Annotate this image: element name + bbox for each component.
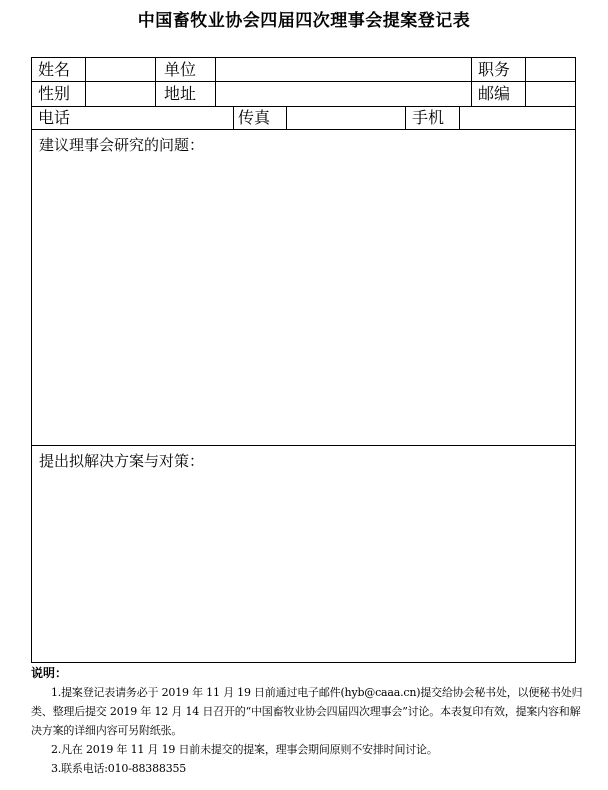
- fax-field[interactable]: [287, 107, 405, 129]
- issues-label: 建议理事会研究的问题：: [39, 136, 205, 154]
- column-divider: [155, 58, 156, 106]
- phone-field[interactable]: [86, 107, 233, 129]
- notes-title: 说明：: [31, 666, 68, 680]
- address-field[interactable]: [216, 82, 471, 106]
- solutions-textarea[interactable]: [33, 470, 574, 662]
- address-label: 地址: [164, 84, 197, 103]
- note-item: 3.联系电话:010-88388355: [51, 762, 187, 775]
- position-field[interactable]: [526, 58, 575, 81]
- gender-label: 性别: [38, 84, 71, 103]
- postcode-field[interactable]: [526, 82, 575, 106]
- notes-section: [31, 664, 591, 778]
- position-label: 职务: [478, 60, 511, 79]
- section-divider: [32, 445, 575, 446]
- row-divider: [32, 129, 575, 130]
- phone-label: 电话: [38, 108, 71, 127]
- postcode-label: 邮编: [478, 84, 511, 103]
- column-divider: [471, 58, 472, 106]
- unit-label: 单位: [164, 60, 197, 79]
- mobile-field[interactable]: [460, 107, 575, 129]
- note-item: 2.凡在 2019 年 11 月 19 日前未提交的提案，理事会期间原则不安排时间讨论。: [51, 743, 438, 756]
- unit-field[interactable]: [216, 58, 471, 81]
- name-label: 姓名: [38, 60, 71, 79]
- fax-label: 传真: [238, 108, 271, 127]
- column-divider: [405, 106, 406, 129]
- proposal-form: [31, 57, 576, 663]
- gender-field[interactable]: [86, 82, 155, 106]
- name-field[interactable]: [86, 58, 155, 81]
- issues-textarea[interactable]: [33, 154, 574, 444]
- column-divider: [233, 106, 234, 129]
- note-item: 1.提案登记表请务必于 2019 年 11 月 19 日前通过电子邮件(hyb@caaa.cn)提交给协会秘书处，以便秘书处归类、整理后提交 2019 年 12 月 14 日召开的“中国畜牧业协会四届四次理事会”讨论。本表复印有效，提案内容和解决方案的详细内容可另附纸张。: [31, 686, 583, 737]
- solutions-label: 提出拟解决方案与对策：: [39, 452, 205, 470]
- form-title: 中国畜牧业协会四届四次理事会提案登记表: [137, 11, 471, 31]
- mobile-label: 手机: [412, 108, 445, 127]
